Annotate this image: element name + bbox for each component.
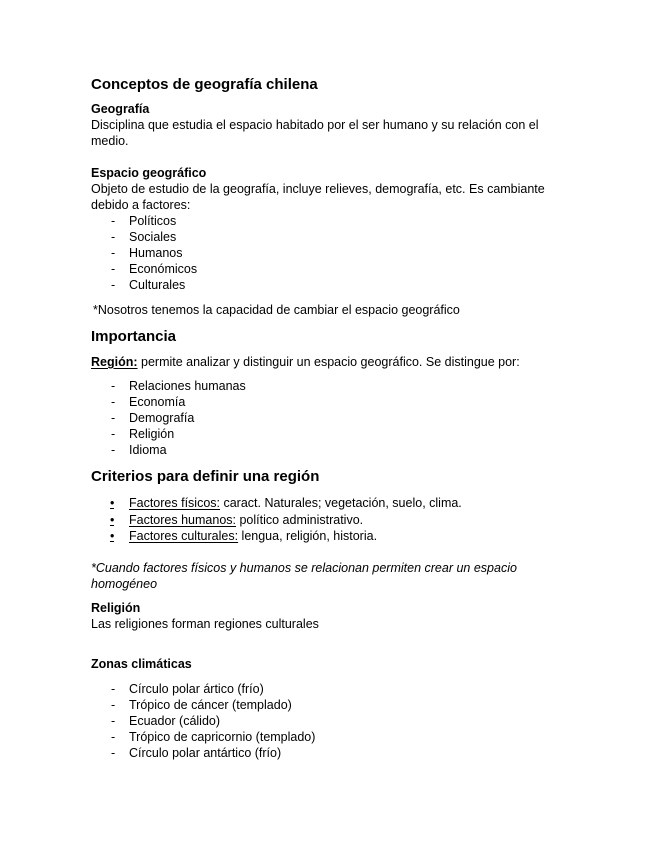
region-text: permite analizar y distinguir un espacio geográfico. Se distingue por: (137, 355, 520, 369)
region-definition (91, 355, 520, 369)
list-item-text: Políticos (129, 214, 177, 228)
religion-heading: Religión (91, 601, 141, 615)
region-label: Región: (91, 355, 138, 369)
list-dash: - (111, 698, 116, 712)
geografia-heading: Geografía (91, 102, 150, 116)
list-item-text: Religión (129, 427, 175, 441)
list-dash: - (111, 682, 116, 696)
list-item-text: Trópico de cáncer (templado) (129, 698, 292, 712)
list-dash: - (111, 411, 116, 425)
espacio-line-2: debido a factores: (91, 198, 191, 212)
religion-text: Las religiones forman regiones culturales (91, 617, 319, 631)
espacio-note: *Nosotros tenemos la capacidad de cambiar el espacio geográfico (93, 303, 460, 317)
geografia-line-2: medio. (91, 134, 129, 148)
importancia-heading: Importancia (91, 328, 177, 345)
list-dash: - (111, 395, 116, 409)
criterios-note-line-2: homogéneo (91, 577, 158, 591)
criterio-text: lengua, religión, historia. (238, 529, 378, 543)
list-item-text: Demografía (129, 411, 195, 425)
list-item-text: Trópico de capricornio (templado) (129, 730, 316, 744)
espacio-heading: Espacio geográfico (91, 166, 207, 180)
list-dash: - (111, 246, 116, 260)
list-item-text (129, 513, 363, 527)
geografia-line-1: Disciplina que estudia el espacio habitado por el ser humano y su relación con el (91, 118, 539, 132)
list-item-text: Sociales (129, 230, 177, 244)
criterio-label: Factores físicos: (129, 496, 220, 510)
list-dash: - (111, 427, 116, 441)
criterio-label: Factores culturales: (129, 529, 239, 543)
bullet-icon: • (110, 496, 115, 510)
list-dash: - (111, 230, 116, 244)
bullet-icon: • (110, 529, 115, 543)
list-item-text (129, 496, 462, 510)
list-item-text: Relaciones humanas (129, 379, 246, 393)
criterios-note-line-1: *Cuando factores físicos y humanos se relacionan permiten crear un espacio (91, 561, 517, 575)
list-dash: - (111, 278, 116, 292)
criterios-heading: Criterios para definir una región (91, 468, 320, 485)
list-item-text (129, 529, 377, 543)
list-dash: - (111, 214, 116, 228)
list-dash: - (111, 262, 116, 276)
list-item-text: Económicos (129, 262, 198, 276)
criterio-text: político administrativo. (236, 513, 364, 527)
zonas-heading: Zonas climáticas (91, 657, 192, 671)
page-title: Conceptos de geografía chilena (91, 76, 318, 93)
bullet-icon: • (110, 513, 115, 527)
list-item-text: Círculo polar ártico (frío) (129, 682, 264, 696)
list-item-text: Culturales (129, 278, 186, 292)
criterio-label: Factores humanos: (129, 513, 236, 527)
list-dash: - (111, 730, 116, 744)
list-dash: - (111, 746, 116, 760)
list-item-text: Ecuador (cálido) (129, 714, 221, 728)
criterio-text: caract. Naturales; vegetación, suelo, clima. (220, 496, 462, 510)
list-item-text: Idioma (129, 443, 167, 457)
list-dash: - (111, 714, 116, 728)
list-item-text: Humanos (129, 246, 183, 260)
espacio-line-1: Objeto de estudio de la geografía, incluye relieves, demografía, etc. Es cambiante (91, 182, 545, 196)
list-item-text: Economía (129, 395, 186, 409)
list-dash: - (111, 379, 116, 393)
list-item-text: Círculo polar antártico (frío) (129, 746, 282, 760)
list-dash: - (111, 443, 116, 457)
